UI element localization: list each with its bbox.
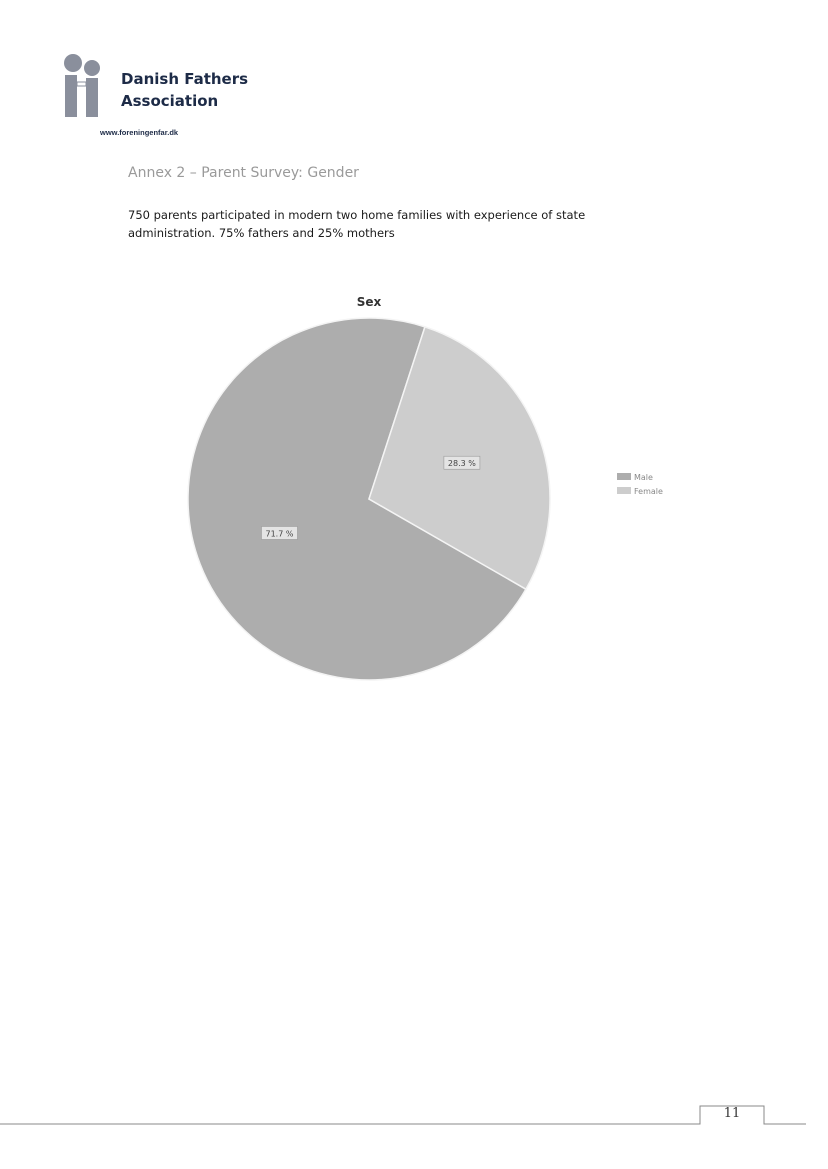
org-name-line1: Danish Fathers (121, 70, 249, 88)
intro-line-1: 750 parents participated in modern two home families with experience of state (128, 208, 586, 222)
legend-swatch-female (617, 487, 631, 494)
legend-label-male: Male (634, 473, 653, 482)
org-name-line2: Association (121, 92, 219, 110)
page-number: 11 (723, 1106, 741, 1121)
chart-legend (617, 473, 663, 496)
data-label-male (261, 526, 297, 539)
data-label-female (444, 456, 480, 469)
legend-label-female: Female (634, 487, 663, 496)
chart-title: Sex (356, 295, 382, 309)
data-label-text: 28.3 % (447, 459, 476, 469)
organization-url: www.foreningenfar.dk (100, 128, 179, 137)
legend-swatch-male (617, 473, 631, 480)
data-label-text: 71.7 % (265, 529, 294, 539)
intro-line-2: administration. 75% fathers and 25% mothers (128, 226, 395, 240)
annex-title: Annex 2 – Parent Survey: Gender (128, 165, 359, 181)
pie-slices (188, 318, 550, 680)
